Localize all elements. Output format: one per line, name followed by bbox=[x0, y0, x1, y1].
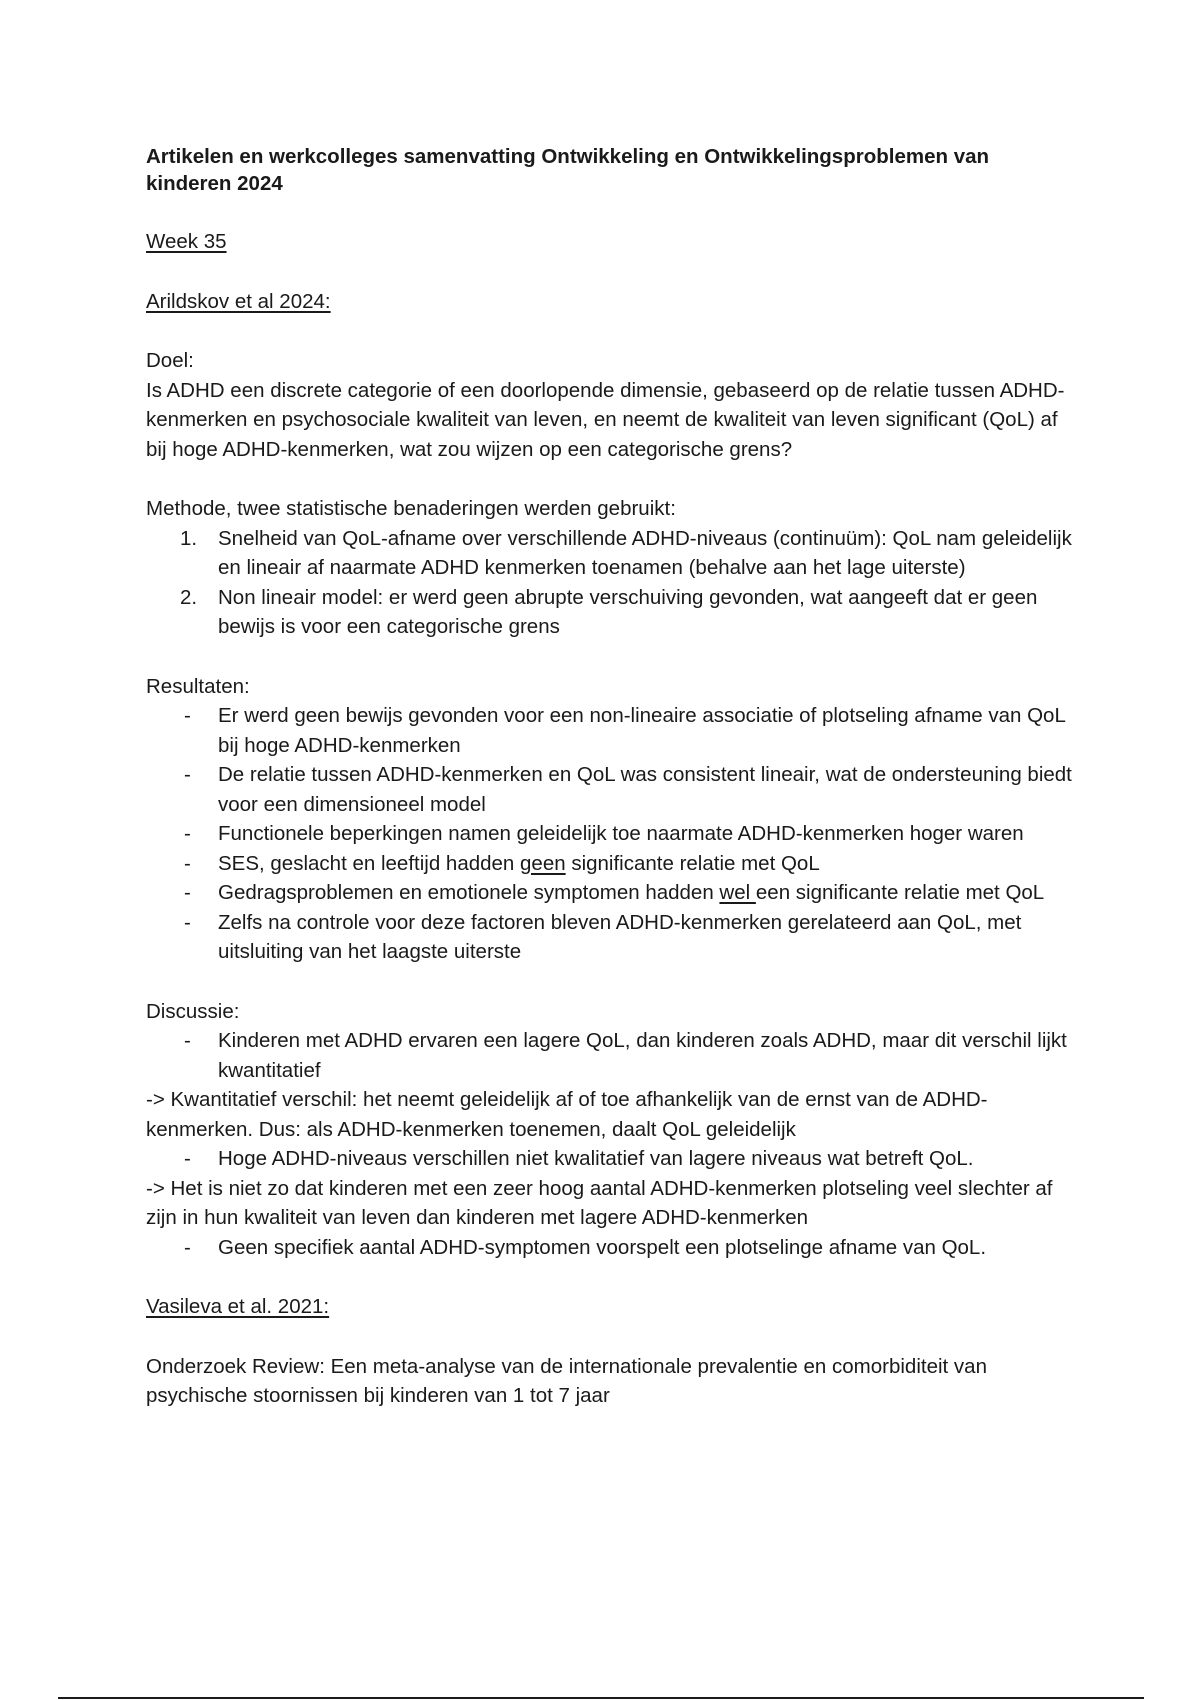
list-item: - Gedragsproblemen en emotionele symptomen hadden wel een significante relatie met QoL bbox=[184, 881, 1045, 904]
discussie-arrow-2: -> Het is niet zo dat kinderen met een zeer hoog aantal ADHD-kenmerken plotseling veel slechter af zijn in hun kwaliteit van leven dan kinderen met lagere ADHD-kenmerken bbox=[146, 1176, 1053, 1229]
discussie-label: Discussie: bbox=[146, 999, 240, 1023]
document-page bbox=[146, 143, 1076, 1411]
doel-label: Doel: bbox=[146, 349, 194, 372]
resultaten-label: Resultaten: bbox=[146, 674, 250, 698]
discussie-arrow-1: -> Kwantitatief verschil: het neemt geleidelijk af of toe afhankelijk van de ernst van de ADHD-kenmerken. Dus: als ADHD-kenmerken toenemen, daalt QoL geleidelijk bbox=[146, 1088, 988, 1141]
document-title: Artikelen en werkcolleges samenvatting Ontwikkeling en Ontwikkelingsproblemen van kinderen 2024 bbox=[146, 145, 990, 195]
list-item: - Kinderen met ADHD ervaren een lagere QoL, dan kinderen zoals ADHD, maar dit verschil lijkt kwantitatief bbox=[184, 1029, 1067, 1082]
article-heading-vasileva: Vasileva et al. 2021: bbox=[146, 1295, 330, 1318]
list-item: 2. Non lineair model: er werd geen abrupte verschuiving gevonden, wat aangeeft dat er geen bewijs is voor een categorische grens bbox=[180, 585, 1038, 638]
list-item: - SES, geslacht en leeftijd hadden geen significante relatie met QoL bbox=[184, 851, 820, 875]
review-text: Onderzoek Review: Een meta-analyse van de internationale prevalentie en comorbiditeit van psychische stoornissen bij kinderen van 1 tot 7 jaar bbox=[146, 1354, 987, 1407]
underlined-geen: geen bbox=[520, 851, 566, 875]
page-bottom-rule bbox=[58, 1697, 1144, 1699]
discussie-list-3 bbox=[146, 1233, 1076, 1263]
underlined-wel: wel bbox=[719, 881, 756, 904]
methode-label: Methode, twee statistische benaderingen werden gebruikt: bbox=[146, 497, 676, 520]
article-heading-arildskov: Arildskov et al 2024: bbox=[146, 289, 331, 313]
list-item: - De relatie tussen ADHD-kenmerken en QoL was consistent lineair, wat de ondersteuning biedt voor een dimensioneel model bbox=[184, 763, 1072, 816]
list-item: - Geen specifiek aantal ADHD-symptomen voorspelt een plotselinge afname van QoL. bbox=[184, 1235, 987, 1259]
list-item: - Zelfs na controle voor deze factoren bleven ADHD-kenmerken gerelateerd aan QoL, met uitsluiting van het laagste uiterste bbox=[184, 910, 1022, 963]
doel-text: Is ADHD een discrete categorie of een doorlopende dimensie, gebaseerd op de relatie tussen ADHD-kenmerken en psychosociale kwaliteit van leven, en neemt de kwaliteit van leven significant (QoL) af bij hoge ADHD-kenmerken, wat zou wijzen op een categorische grens? bbox=[146, 378, 1065, 461]
resultaten-list bbox=[146, 701, 1076, 967]
list-item: - Er werd geen bewijs gevonden voor een non-lineaire associatie of plotseling afname van QoL bij hoge ADHD-kenmerken bbox=[184, 704, 1066, 757]
list-item: 1. Snelheid van QoL-afname over verschillende ADHD-niveaus (continuüm): QoL nam geleidelijk en lineair af naarmate ADHD kenmerken toenamen (behalve aan het lage uiterste) bbox=[180, 526, 1072, 579]
week-heading: Week 35 bbox=[146, 230, 227, 253]
methode-list bbox=[146, 524, 1076, 642]
list-item: - Functionele beperkingen namen geleidelijk toe naarmate ADHD-kenmerken hoger waren bbox=[184, 822, 1024, 845]
discussie-list-1 bbox=[146, 1026, 1076, 1085]
discussie-list-2 bbox=[146, 1144, 1076, 1174]
list-item: - Hoge ADHD-niveaus verschillen niet kwalitatief van lagere niveaus wat betreft QoL. bbox=[184, 1147, 974, 1170]
